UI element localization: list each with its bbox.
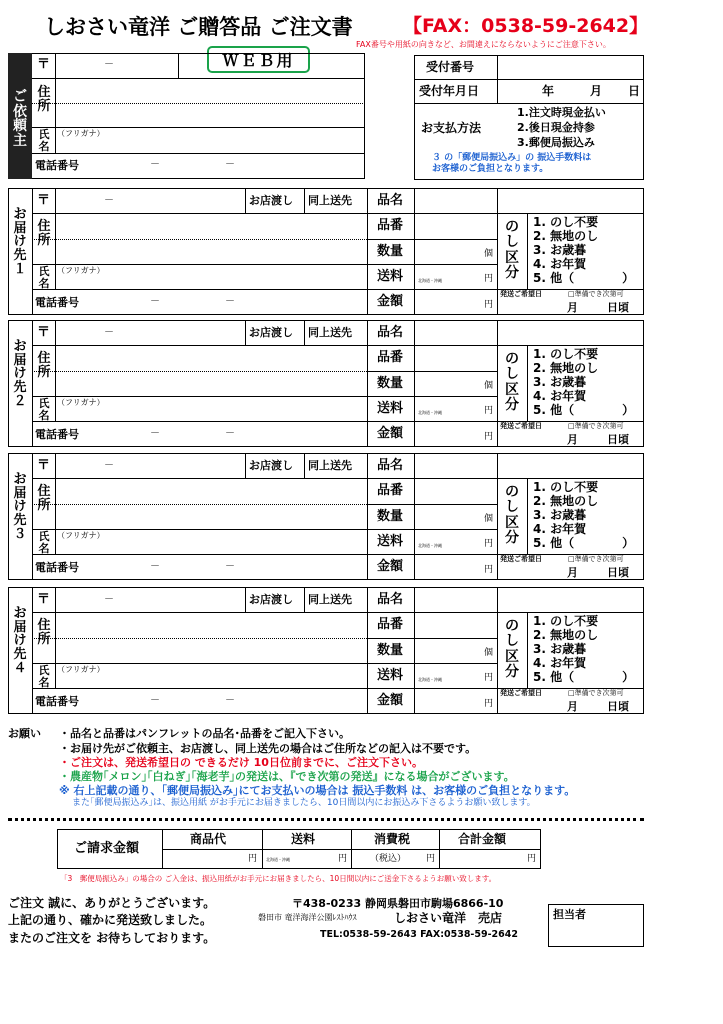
delivery-zip-dash: － [104,195,114,206]
payment-note-2: お客様のご負担となります。 [432,164,549,174]
thanks-line-3: またのご注文を お待ちしております。 [8,931,216,945]
reception-number-label: 受付番号 [426,60,475,74]
noshi-option-1[interactable]: 1. のし不要 [533,480,599,494]
billing-note: 「3 郵便局振込み」の場合の ご入金は、振込用紙がお手元にお届きましたら、10日間以内にご送金下さるようお願い致します。 [60,874,497,883]
delivery-phone-dash-2: － [225,561,235,572]
same-as-above-option[interactable]: 同上送先 [308,194,352,207]
delivery-address-label: 住 所 [37,351,51,380]
desired-day: 日頃 [607,433,629,446]
note-line-4: ・農産物｢メロン｣｢白ねぎ｣｢海老芋｣の発送は、『でき次第の発送』になる場合がございます。 [59,770,515,783]
requester-name-label: 氏 名 [38,128,50,153]
delivery-address-label: 住 所 [37,484,51,513]
delivery-name-label: 氏 名 [38,265,50,290]
noshi-option-4[interactable]: 4. お年賀 [533,257,587,271]
noshi-option-4[interactable]: 4. お年賀 [533,389,587,403]
desired-date-label: 発送ご希望日 [500,555,542,563]
requester-zip-mark: 〒 [37,57,51,72]
delivery-furigana: （フリガナ） [57,665,105,674]
noshi-option-1[interactable]: 1. のし不要 [533,215,599,229]
shop-name: しおさい竜洋 売店 [394,911,503,925]
delivery-zip-mark: 〒 [37,592,51,607]
reception-month: 月 [590,84,603,98]
page-title: しおさい竜洋 ご贈答品 ご注文書 [44,15,353,39]
same-as-above-option[interactable]: 同上送先 [308,459,352,472]
note-line-3: ・ご注文は、発送希望日の できるだけ 10日位前までに、ご注文下さい。 [59,756,423,769]
quantity-unit: 個 [484,381,494,391]
delivery-label-2: お 届 け 先 ２ [13,339,27,409]
payment-method-label: お支払方法 [421,121,482,135]
amount-label: 金額 [377,294,404,309]
noshi-option-1[interactable]: 1. のし不要 [533,614,599,628]
shipping-hokkaido-note: 北海道・沖縄 [418,677,442,682]
ready-when-available[interactable]: □準備でき次第可 [568,290,624,298]
billing-shipping-note: 北海道・沖縄 [266,857,290,862]
delivery-furigana: （フリガナ） [57,531,105,540]
requester-phone-dash-2: － [225,159,235,170]
billing-shipping-yen: 円 [338,854,348,864]
delivery-block-2 [0,320,723,448]
payment-option-1: 1.注文時現金払い [517,106,606,119]
desired-date-label: 発送ご希望日 [500,290,542,298]
billing-label: ご請求金額 [74,841,140,856]
noshi-label: の し 区 分 [505,219,519,282]
note-line-2: ・お届け先がご依頼主、お店渡し、同上送先の場合はご住所などの記入は不要です。 [59,742,477,755]
thanks-line-1: ご注文 誠に、ありがとうございます。 [8,896,216,910]
store-pickup-option[interactable]: お店渡し [249,459,293,472]
product-number-label: 品番 [377,483,404,498]
noshi-option-5[interactable]: 5. 他（ ） [533,403,635,417]
product-name-label: 品名 [377,458,404,473]
delivery-phone-dash-1: － [150,561,160,572]
fax-note: FAX番号や用紙の向きなど、お間違えにならないようにご注意下さい。 [356,40,611,49]
delivery-phone-dash-1: － [150,296,160,307]
delivery-zip-mark: 〒 [37,458,51,473]
amount-yen: 円 [484,565,494,575]
amount-label: 金額 [377,559,404,574]
ready-when-available[interactable]: □準備でき次第可 [568,689,624,697]
desired-date-label: 発送ご希望日 [500,689,542,697]
quantity-unit: 個 [484,648,494,658]
billing-col-tax: 消費税 [374,832,411,846]
quantity-label: 数量 [377,509,404,524]
delivery-name-label: 氏 名 [38,397,50,422]
delivery-address-label: 住 所 [37,618,51,647]
shipping-label: 送料 [377,401,404,416]
noshi-option-2[interactable]: 2. 無地のし [533,361,599,375]
shipping-yen: 円 [484,274,494,284]
requester-address-label: 住 所 [37,85,51,114]
desired-date-label: 発送ご希望日 [500,422,542,430]
noshi-label: の し 区 分 [505,484,519,547]
payment-note-1: ３ の「郵便局振込み」の 振込手数料は [432,153,592,163]
delivery-name-label: 氏 名 [38,664,50,689]
billing-col-total: 合計金額 [458,832,507,846]
store-pickup-option[interactable]: お店渡し [249,194,293,207]
noshi-label: の し 区 分 [505,618,519,681]
product-name-label: 品名 [377,592,404,607]
product-number-label: 品番 [377,350,404,365]
same-as-above-option[interactable]: 同上送先 [308,326,352,339]
noshi-option-3[interactable]: 3. お歳暮 [533,243,587,257]
delivery-name-label: 氏 名 [38,530,50,555]
same-as-above-option[interactable]: 同上送先 [308,593,352,606]
desired-day: 日頃 [607,566,629,579]
web-label: ＷＥＢ用 [222,51,295,70]
delivery-zip-mark: 〒 [37,193,51,208]
quantity-label: 数量 [377,643,404,658]
note-line-5: ※ 右上記載の通り、｢郵便局振込み｣にてお支払いの場合は 振込手数料 は、お客様のご負担となります。 [59,784,576,797]
delivery-phone-dash-1: － [150,428,160,439]
product-name-label: 品名 [377,193,404,208]
delivery-phone-dash-1: － [150,695,160,706]
delivery-block-3 [0,453,723,581]
delivery-zip-dash: － [104,460,114,471]
shipping-label: 送料 [377,269,404,284]
shipping-label: 送料 [377,668,404,683]
ready-when-available[interactable]: □準備でき次第可 [568,555,624,563]
delivery-block-1 [0,188,723,316]
store-pickup-option[interactable]: お店渡し [249,593,293,606]
amount-yen: 円 [484,432,494,442]
noshi-option-2[interactable]: 2. 無地のし [533,628,599,642]
delivery-phone-label: 電話番号 [35,428,79,441]
reception-year: 年 [542,84,555,98]
fax-number: 【FAX：0538-59-2642】 [403,15,649,37]
shop-prefix: 磐田市 竜洋海洋公園ﾚｽﾄﾊｳｽ [258,913,357,922]
shipping-yen: 円 [484,673,494,683]
desired-month: 月 [567,301,578,314]
billing-product-yen: 円 [248,854,258,864]
desired-month: 月 [567,700,578,713]
billing-tax-included: （税込） [370,854,407,864]
shop-tel-fax: TEL:0538-59-2643 FAX:0538-59-2642 [320,929,518,940]
reception-day: 日 [628,84,641,98]
delivery-furigana: （フリガナ） [57,266,105,275]
delivery-furigana: （フリガナ） [57,398,105,407]
product-number-label: 品番 [377,218,404,233]
shipping-yen: 円 [484,539,494,549]
noshi-label: の し 区 分 [505,351,519,414]
requester-phone-dash-1: － [150,159,160,170]
amount-label: 金額 [377,693,404,708]
amount-yen: 円 [484,699,494,709]
delivery-zip-mark: 〒 [37,325,51,340]
delivery-phone-dash-2: － [225,296,235,307]
delivery-label-4: お 届 け 先 ４ [13,606,27,676]
amount-yen: 円 [484,300,494,310]
noshi-option-2[interactable]: 2. 無地のし [533,229,599,243]
payment-option-3: 3.郵便局振込み [517,136,595,149]
noshi-option-5[interactable]: 5. 他（ ） [533,271,635,285]
delivery-phone-label: 電話番号 [35,695,79,708]
shipping-yen: 円 [484,406,494,416]
dotted-divider [8,818,644,821]
store-pickup-option[interactable]: お店渡し [249,326,293,339]
noshi-option-1[interactable]: 1. のし不要 [533,347,599,361]
quantity-label: 数量 [377,376,404,391]
delivery-address-label: 住 所 [37,219,51,248]
requester-phone-label: 電話番号 [35,159,79,172]
delivery-label-1: お 届 け 先 １ [13,207,27,277]
quantity-unit: 個 [484,249,494,259]
shipping-hokkaido-note: 北海道・沖縄 [418,278,442,283]
requester-zip-dash: － [104,59,114,70]
requester-label: ご 依 頼 主 [13,89,27,150]
noshi-option-2[interactable]: 2. 無地のし [533,494,599,508]
quantity-unit: 個 [484,514,494,524]
delivery-label-3: お 届 け 先 ３ [13,472,27,542]
notes-heading: お願い [8,727,41,740]
desired-day: 日頃 [607,700,629,713]
product-name-label: 品名 [377,325,404,340]
noshi-option-3[interactable]: 3. お歳暮 [533,508,587,522]
shipping-hokkaido-note: 北海道・沖縄 [418,410,442,415]
delivery-block-4 [0,587,723,715]
billing-total-yen: 円 [527,854,537,864]
noshi-option-3[interactable]: 3. お歳暮 [533,375,587,389]
noshi-option-5[interactable]: 5. 他（ ） [533,536,635,550]
billing-col-shipping: 送料 [291,832,316,846]
desired-day: 日頃 [607,301,629,314]
note-line-1: ・品名と品番はパンフレットの品名･品番をご記入下さい。 [59,727,350,740]
delivery-zip-dash: － [104,327,114,338]
amount-label: 金額 [377,426,404,441]
shop-address: 〒438-0233 静岡県磐田市駒場6866-10 [292,897,504,910]
noshi-option-5[interactable]: 5. 他（ ） [533,670,635,684]
shipping-hokkaido-note: 北海道・沖縄 [418,543,442,548]
billing-tax-yen: 円 [426,854,436,864]
note-line-6: また｢郵便局振込み｣は、振込用紙 がお手元にお届きましたら、10日間以内にお振込み下さるようお願い致します。 [72,798,536,808]
quantity-label: 数量 [377,244,404,259]
noshi-option-4[interactable]: 4. お年賀 [533,656,587,670]
delivery-phone-label: 電話番号 [35,296,79,309]
shipping-label: 送料 [377,534,404,549]
ready-when-available[interactable]: □準備でき次第可 [568,422,624,430]
reception-date-label: 受付年月日 [419,84,480,98]
delivery-phone-label: 電話番号 [35,561,79,574]
noshi-option-3[interactable]: 3. お歳暮 [533,642,587,656]
desired-month: 月 [567,433,578,446]
thanks-line-2: 上記の通り、確かに発送致しました。 [8,913,213,927]
noshi-option-4[interactable]: 4. お年賀 [533,522,587,536]
desired-month: 月 [567,566,578,579]
requester-furigana: （フリガナ） [57,129,105,138]
delivery-phone-dash-2: － [225,428,235,439]
billing-col-product: 商品代 [190,832,227,846]
delivery-zip-dash: － [104,594,114,605]
payment-option-2: 2.後日現金持参 [517,121,595,134]
staff-label: 担当者 [553,908,586,921]
delivery-phone-dash-2: － [225,695,235,706]
product-number-label: 品番 [377,617,404,632]
